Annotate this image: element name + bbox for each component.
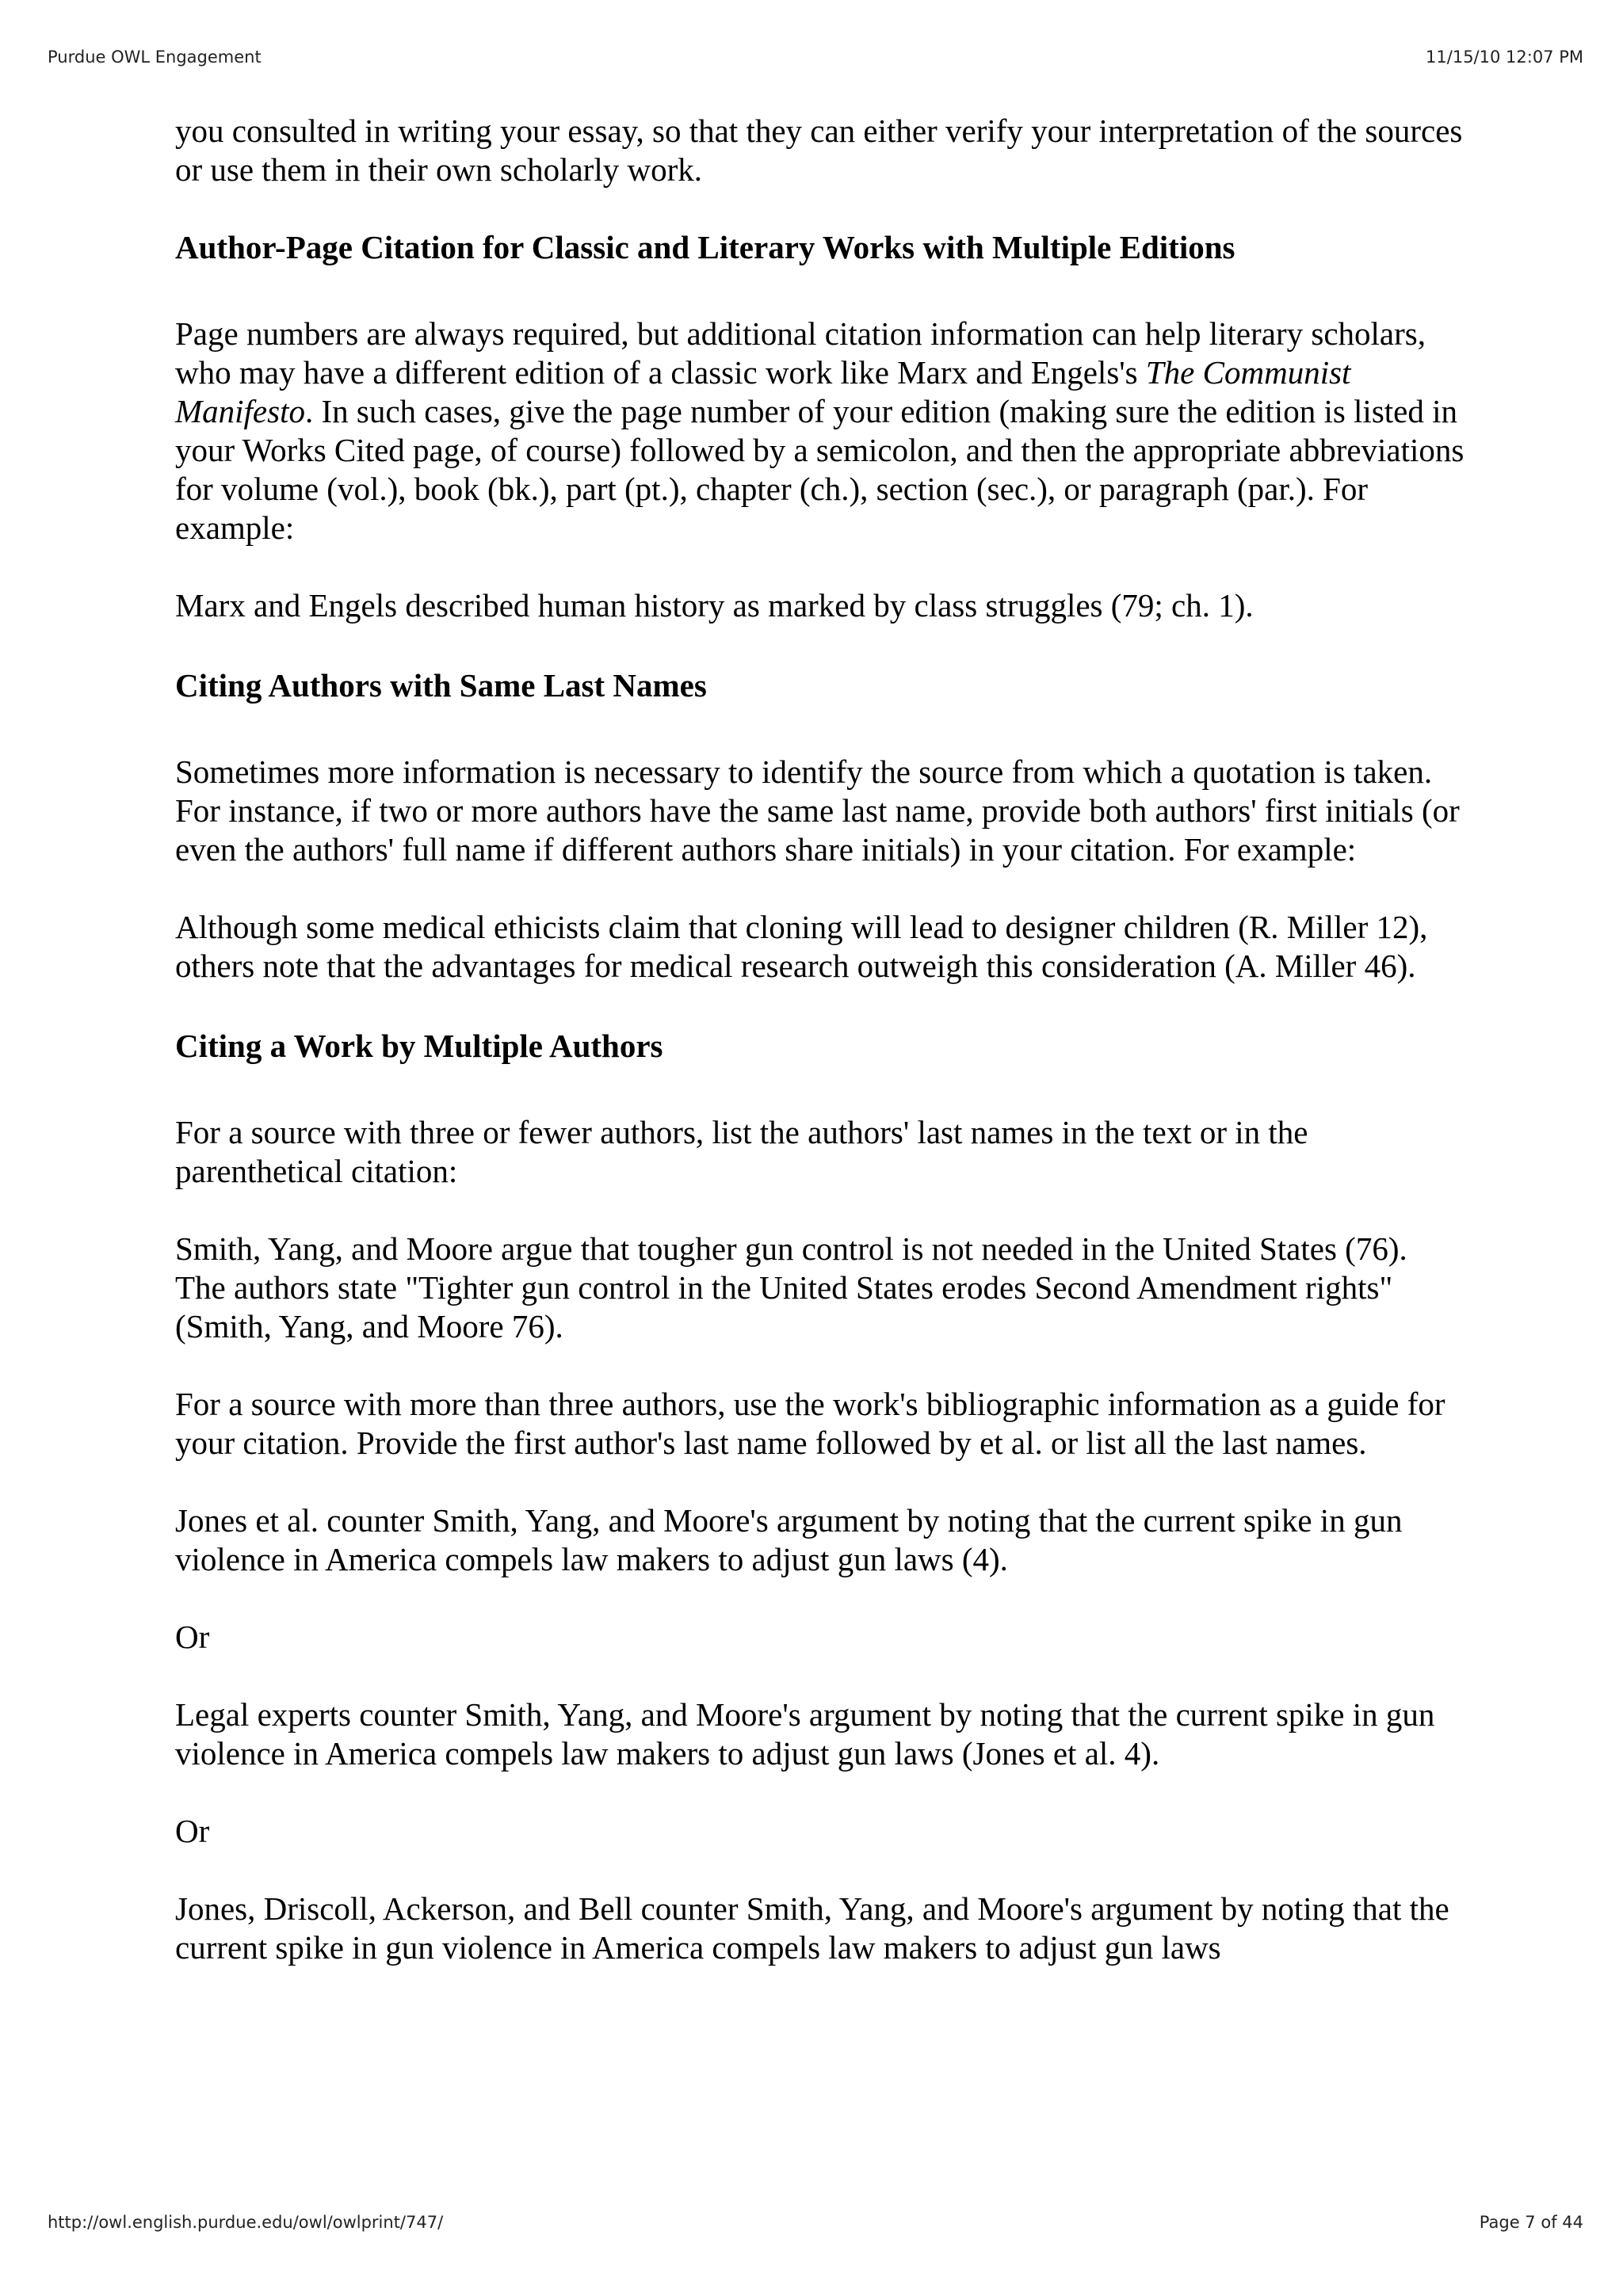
paragraph-same-last-names: Sometimes more information is necessary to identify the source from which a quotation is taken. For instance, if two or more authors have the same last name, provide both authors' first initials (or even the authors' full name if different authors share initials) in your citation. For example: [175,753,1460,868]
paragraph-intro: you consulted in writing your essay, so that they can either verify your interpretation of the sources or use them in their own scholarly work. [175,113,1463,188]
print-header-title: Purdue OWL Engagement [48,48,262,67]
heading-same-last-names: Citing Authors with Same Last Names [175,667,707,704]
print-footer-page-number: Page 7 of 44 [1479,2213,1583,2232]
paragraph-classic-works [175,315,1475,547]
print-header-timestamp: 11/15/10 12:07 PM [1426,48,1583,67]
example-same-last-names: Although some medical ethicists claim that cloning will lead to designer children (R. Miller 12), others note that the advantages for medical research outweigh this consideration (A. Miller 46). [175,909,1428,984]
classic-text-b: . In such cases, give the page number of your edition (making sure the edition is listed in your Works Cited page, of course) followed by a semicolon, and then the appropriate abbreviations for volume (vol.), book (bk.), part (pt.), chapter (ch.), section (sec.), or paragraph (par.). For example: [175,393,1465,546]
classic-work-title: The Communist Manifesto [175,354,1351,429]
example-legal-experts: Legal experts counter Smith, Yang, and Moore's argument by noting that the current spike in gun violence in America compels law makers to adjust gun laws (Jones et al. 4). [175,1696,1435,1772]
or-separator-1: Or [175,1619,210,1655]
example-classic: Marx and Engels described human history as marked by class struggles (79; ch. 1). [175,587,1254,624]
classic-text-a: Page numbers are always required, but additional citation information can help literary scholars, who may have a different edition of a classic work like Marx and Engels's [175,315,1426,391]
example-smith-argue: Smith, Yang, and Moore argue that tougher gun control is not needed in the United States (76). [175,1230,1407,1267]
example-jones-et-al: Jones et al. counter Smith, Yang, and Moore's argument by noting that the current spike in gun violence in America compels law makers to adjust gun laws (4). [175,1502,1403,1577]
heading-multiple-authors: Citing a Work by Multiple Authors [175,1028,663,1064]
example-smith-quote: The authors state "Tighter gun control in the United States erodes Second Amendment rights" (Smith, Yang, and Moore 76). [175,1269,1393,1344]
paragraph-more-than-three: For a source with more than three authors, use the work's bibliographic information as a guide for your citation. Provide the first author's last name followed by et al. or list all the last names. [175,1386,1445,1461]
heading-classic-works: Author-Page Citation for Classic and Literary Works with Multiple Editions [175,229,1235,265]
paragraph-three-or-fewer: For a source with three or fewer authors, list the authors' last names in the text or in the parenthetical citation: [175,1114,1308,1189]
document-body [175,112,1475,1967]
example-jones-full-names: Jones, Driscoll, Ackerson, and Bell counter Smith, Yang, and Moore's argument by noting that the current spike in gun violence in America compels law makers to adjust gun laws [175,1890,1449,1966]
or-separator-2: Or [175,1813,210,1849]
print-footer-url: http://owl.english.purdue.edu/owl/owlprint/747/ [48,2213,444,2232]
